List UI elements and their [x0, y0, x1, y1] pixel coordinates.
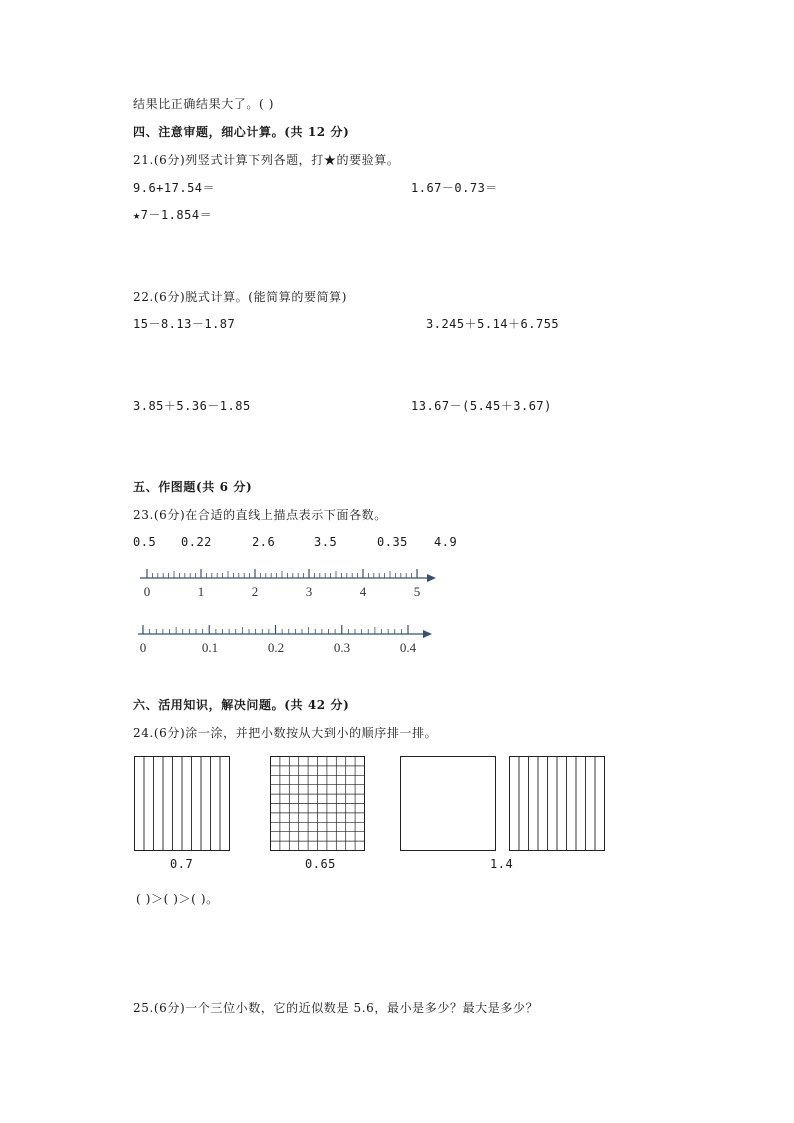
strip-grid-0.7[interactable] [134, 756, 231, 852]
tick-label: 0 [143, 584, 151, 599]
tick-label: 5 [413, 584, 421, 599]
q22-item-4: 13.67－(5.45＋3.67) [411, 399, 552, 413]
q25-prompt: 25.(6分)一个三位小数，它的近似数是 5.6，最小是多少？最大是多少？ [133, 1001, 539, 1015]
q22-item-2: 3.245＋5.14＋6.755 [426, 317, 560, 331]
q21-item-3: ★7－1.854＝ [133, 208, 213, 222]
grid-label-0.7: 0.7 [170, 857, 194, 871]
tick-marks [147, 569, 417, 578]
q23-number: 3.5 [314, 535, 338, 549]
whole-square-1[interactable] [400, 756, 497, 852]
tick-label: 4 [359, 584, 367, 599]
section-4-title: 四、注意审题，细心计算。(共 12 分) [133, 125, 350, 139]
number-line-0-to-5[interactable] [130, 558, 450, 602]
tick-marks [143, 625, 408, 634]
strip-grid-0.4[interactable] [509, 756, 606, 852]
tick-label: 0.1 [201, 640, 219, 655]
hundred-grid-0.65[interactable] [270, 756, 366, 852]
q21-item-1: 9.6+17.54＝ [133, 181, 216, 195]
q22-prompt: 22.(6分)脱式计算。(能简算的要简算) [133, 290, 348, 304]
q21-item-2: 1.67－0.73＝ [411, 181, 498, 195]
grid-label-1.4: 1.4 [490, 857, 514, 871]
q24-order-line[interactable]: ( )＞( )＞( )。 [136, 892, 219, 906]
q23-number: 0.22 [181, 535, 212, 549]
q22-item-3: 3.85＋5.36－1.85 [133, 399, 251, 413]
q23-number: 0.35 [377, 535, 408, 549]
tick-label: 2 [251, 584, 259, 599]
q21-prompt: 21.(6分)列竖式计算下列各题，打★的要验算。 [133, 153, 400, 167]
grid-label-0.65: 0.65 [305, 857, 336, 871]
q23-number: 2.6 [252, 535, 276, 549]
q23-number: 0.5 [133, 535, 157, 549]
top-line-text: 结果比正确结果大了。( ) [133, 97, 274, 111]
number-line-0-to-0.4[interactable] [130, 614, 450, 658]
tick-label: 1 [197, 584, 205, 599]
tick-label: 0.4 [399, 640, 417, 655]
section-5-title: 五、作图题(共 6 分) [133, 480, 253, 494]
tick-label: 0.3 [333, 640, 351, 655]
q23-prompt: 23.(6分)在合适的直线上描点表示下面各数。 [133, 508, 387, 522]
section-6-title: 六、活用知识，解决问题。(共 42 分) [133, 698, 350, 712]
q22-item-1: 15－8.13－1.87 [133, 317, 236, 331]
tick-label: 3 [305, 584, 313, 599]
tick-label: 0 [139, 640, 147, 655]
arrow-icon [427, 574, 436, 582]
q23-number: 4.9 [434, 535, 458, 549]
arrow-icon [423, 630, 432, 638]
q24-prompt: 24.(6分)涂一涂，并把小数按从大到小的顺序排一排。 [133, 726, 438, 740]
tick-label: 0.2 [267, 640, 285, 655]
